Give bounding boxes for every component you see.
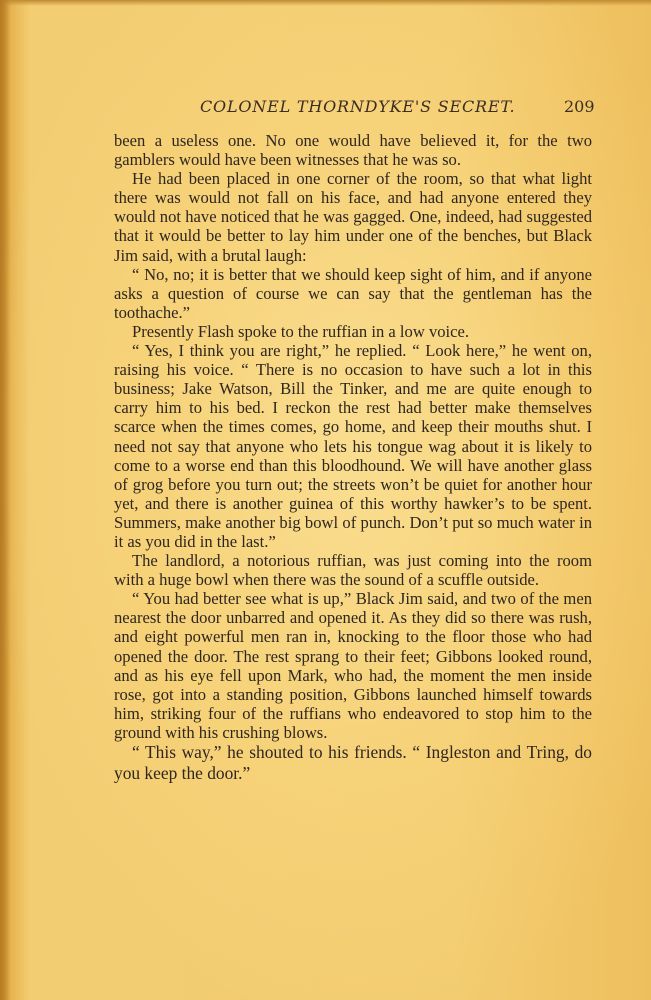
paragraph: Presently Flash spoke to the ruffian in a low voice.: [132, 321, 470, 341]
paragraph: “ You had better see what is up,” Black Jim said, and two of the men nearest the door unbarred and opened it. As they did so there was rush, and eight powerful men ran in, knocking to the floor those who had opened the door. The rest sprang to their feet; Gibbons looked round, and as his eye fell upon Mark, who had, the moment the men inside rose, got into a standing position, Gibbons launched himself towards him, striking four of the ruffians who endeavored to stop him to the ground with his crushing blows.: [114, 589, 592, 742]
page-body-text: [114, 131, 592, 784]
paragraph: He had been placed in one corner of the room, so that what light there was would not fall on his face, and had anyone entered they would not have noticed that he was gagged. One, indeed, had suggested that it would be better to lay him under one of the benches, but Black Jim said, with a brutal laugh:: [114, 169, 592, 265]
page-number: 209: [564, 97, 595, 116]
page-header: [0, 97, 651, 121]
page-spine-shadow: [0, 0, 10, 1000]
paragraph: “ This way,” he shouted to his friends. “ Ingleston and Tring, do you keep the door.”: [114, 742, 592, 783]
paragraph: “ Yes, I think you are right,” he replied. “ Look here,” he went on, raising his voice. “ There is no occasion to have such a lot in this business; Jake Watson, Bill the Tinker, and me are quite enough to carry him to his bed. I reckon the rest had better make themselves scarce when the times comes, go home, and keep their mouths shut. I need not say that anyone who lets his tongue wag about it is likely to come to a worse end than this bloodhound. We will have another glass of grog before you turn out; the streets won’t be quiet for another hour yet, and there is another guinea of this worthy hawker’s to be spent. Summers, make another big bowl of punch. Don’t put so much water in it as you did in the last.”: [114, 341, 592, 551]
paragraph: The landlord, a notorious ruffian, was just coming into the room with a huge bowl when there was the sound of a scuffle outside.: [114, 551, 592, 590]
paragraph: been a useless one. No one would have believed it, for the two gamblers would have been witnesses that he was so.: [114, 131, 592, 170]
paragraph: “ No, no; it is better that we should keep sight of him, and if anyone asks a question of course we can say that the gentleman has the toothache.”: [114, 264, 592, 322]
running-head: COLONEL THORNDYKE'S SECRET.: [200, 97, 516, 116]
